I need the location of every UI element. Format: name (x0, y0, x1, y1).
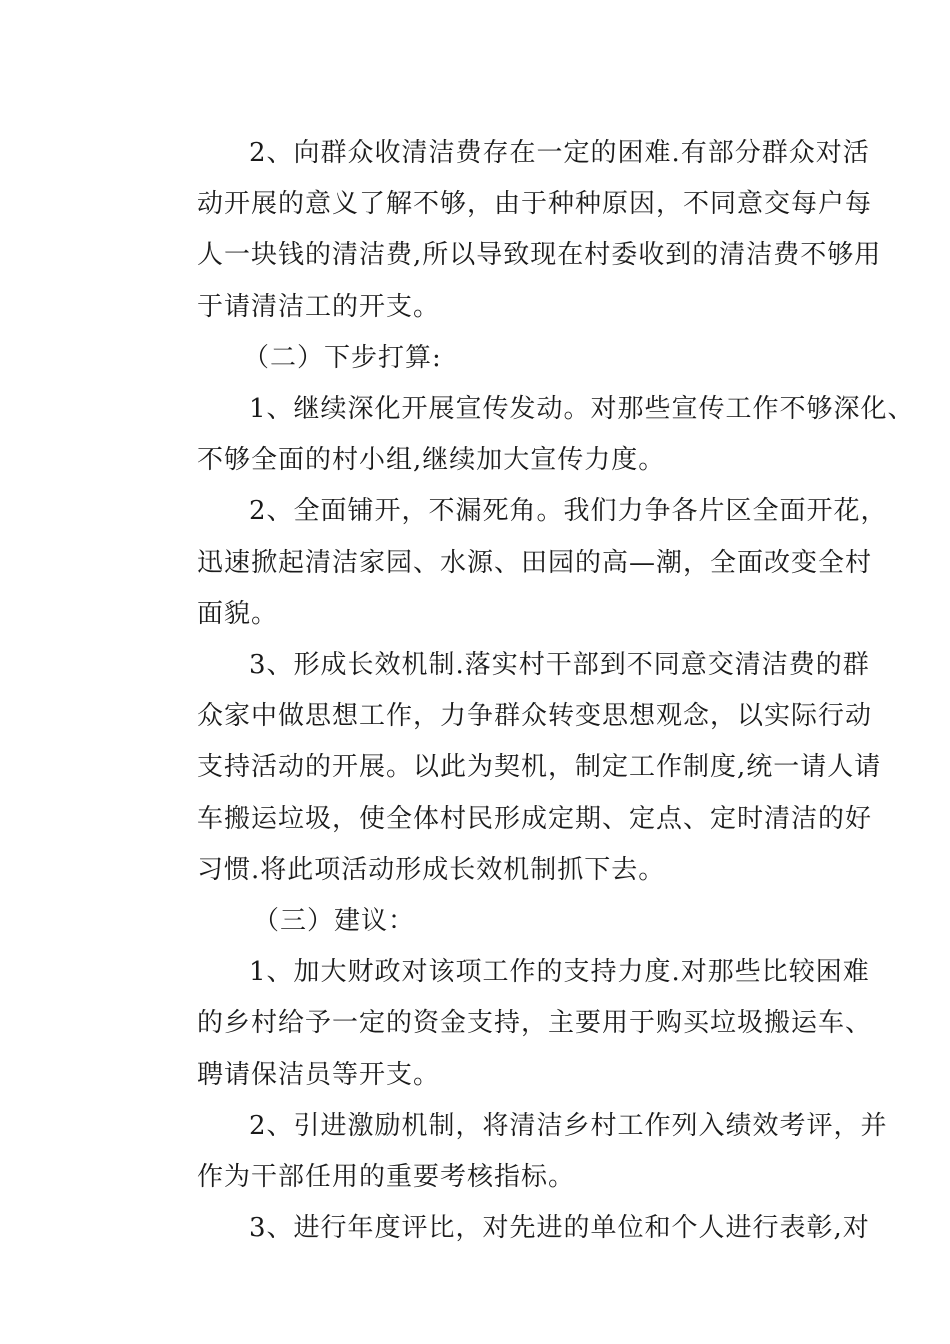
text-line: 众家中做思想工作，力争群众转变思想观念，以实际行动 (197, 701, 873, 732)
heading-text: （三）建议： (253, 906, 416, 937)
text-line: 2、向群众收清洁费存在一定的困难.有部分群众对活 (249, 138, 870, 168)
section-heading-next-steps (145, 333, 810, 384)
text-line: 人一块钱的清洁费,所以导致现在村委收到的清洁费不够用 (197, 240, 882, 271)
paragraph-annual-evaluation (145, 1203, 870, 1254)
text-line: 1、继续深化开展宣传发动。对那些宣传工作不够深化、 (249, 394, 915, 425)
text-line: 车搬运垃圾，使全体村民形成定期、定点、定时清洁的好 (197, 803, 873, 834)
heading-text: （二）下步打算: (243, 342, 442, 373)
text-line: 1、加大财政对该项工作的支持力度.对那些比较困难 (249, 957, 870, 988)
paragraph-long-term-mechanism (145, 640, 882, 896)
paragraph-difficulty-fees (145, 128, 882, 333)
text-line: 面貌。 (197, 598, 279, 629)
text-line: 支持活动的开展。以此为契机，制定工作制度,统一请人请 (197, 752, 882, 783)
paragraph-full-coverage (145, 486, 888, 640)
text-line: 3、进行年度评比，对先进的单位和个人进行表彰,对 (249, 1213, 870, 1244)
text-line: 3、形成长效机制.落实村干部到不同意交清洁费的群 (249, 650, 870, 681)
paragraph-financial-support (145, 947, 873, 1101)
text-line: 不够全面的村小组,继续加大宣传力度。 (197, 445, 666, 476)
text-line: 迅速掀起清洁家园、水源、田园的高—潮，全面改变全村 (197, 547, 873, 578)
text-line: 2、引进激励机制，将清洁乡村工作列入绩效考评，并 (249, 1110, 888, 1141)
document-body (145, 128, 915, 1254)
text-line: 作为干部任用的重要考核指标。 (197, 1162, 576, 1193)
text-line: 聘请保洁员等开支。 (197, 1059, 441, 1090)
text-line: 于请清洁工的开支。 (197, 291, 441, 322)
text-line: 习惯.将此项活动形成长效机制抓下去。 (197, 854, 666, 885)
section-heading-suggestions (145, 896, 810, 947)
text-line: 2、全面铺开，不漏死角。我们力争各片区全面开花， (249, 496, 888, 527)
text-line: 的乡村给予一定的资金支持，主要用于购买垃圾搬运车、 (197, 1008, 873, 1039)
text-line: 动开展的意义了解不够，由于种种原因，不同意交每户每 (197, 189, 873, 220)
paragraph-incentive-mechanism (145, 1101, 888, 1203)
paragraph-publicity (145, 384, 915, 486)
